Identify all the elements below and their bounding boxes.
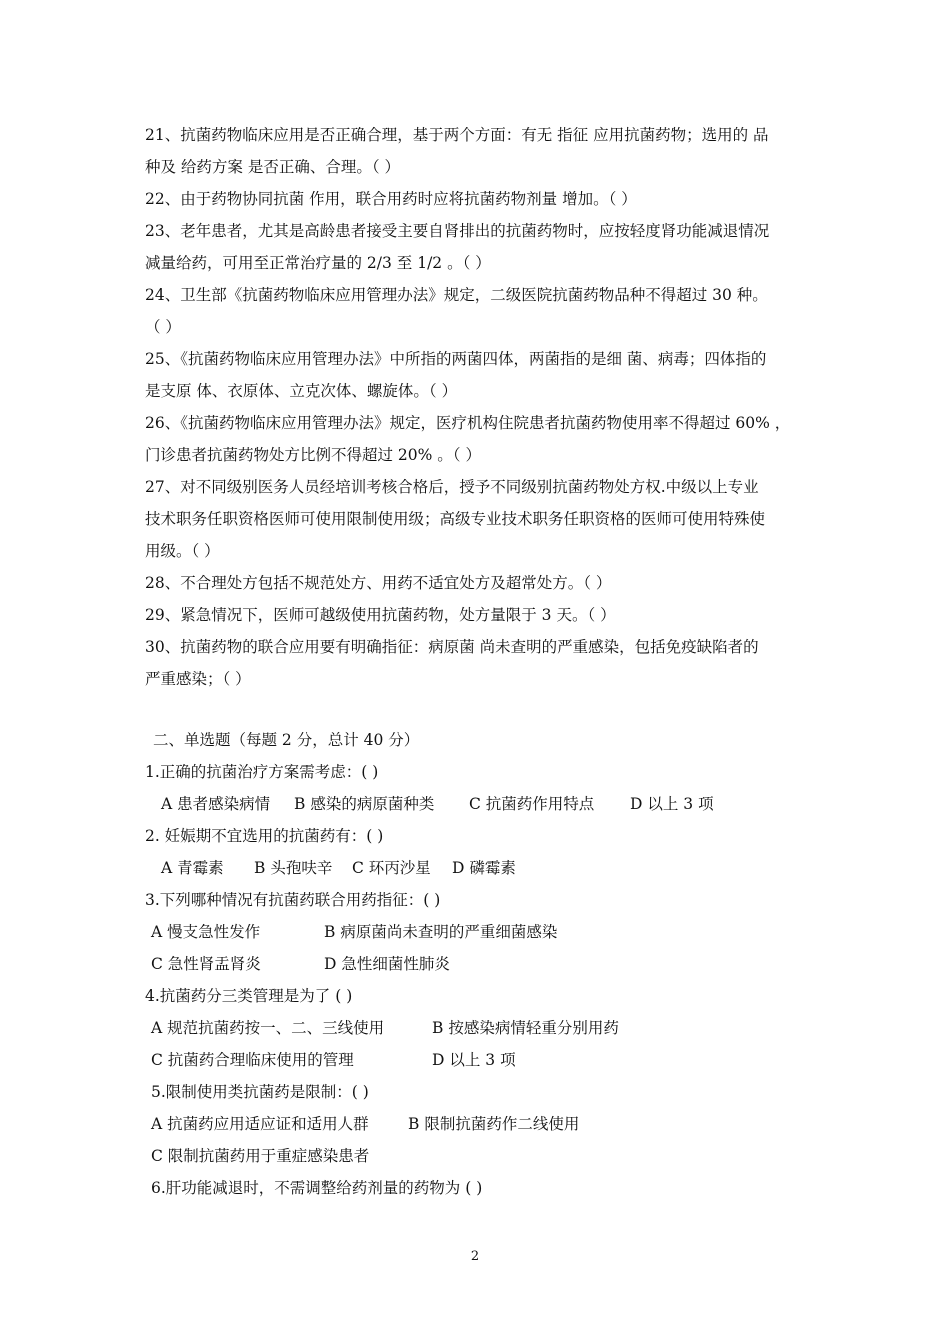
mc-question-1-option-1-3: C 抗菌药作用特点 (469, 795, 595, 813)
mc-question-3-option-1-1: A 慢支急性发作 (151, 923, 261, 941)
mc-question-5-option-2-1: C 限制抗菌药用于重症感染患者 (151, 1147, 370, 1165)
tf-question-25-line-2: 是支原 体、衣原体、立克次体、螺旋体。（ ） (145, 382, 458, 400)
page-number: 2 (470, 1249, 480, 1264)
tf-question-22-line-1: 22、由于药物协同抗菌 作用，联合用药时应将抗菌药物剂量 增加。（ ） (145, 190, 637, 208)
tf-question-23-line-2: 减量给药，可用至正常治疗量的 2/3 至 1/2 。（ ） (145, 254, 491, 272)
tf-question-21-line-2: 种及 给药方案 是否正确、合理。（ ） (145, 158, 401, 176)
tf-question-28-line-1: 28、不合理处方包括不规范处方、用药不适宜处方及超常处方。（ ） (145, 574, 612, 592)
section-heading: 二、单选题（每题 2 分，总计 40 分） (153, 731, 420, 749)
tf-question-24-line-2: （ ） (145, 318, 181, 336)
mc-question-1-option-1-2: B 感染的病原菌种类 (294, 795, 435, 813)
mc-question-5-option-1-1: A 抗菌药应用适应证和适用人群 (151, 1115, 369, 1133)
mc-question-1-option-1-4: D 以上 3 项 (630, 795, 714, 813)
mc-question-5: 5.限制使用类抗菌药是限制：( ) (151, 1083, 369, 1101)
mc-question-4-option-1-2: B 按感染病情轻重分别用药 (432, 1019, 619, 1037)
tf-question-25-line-1: 25、《抗菌药物临床应用管理办法》中所指的两菌四体，两菌指的是细 菌、病毒；四体指的 (145, 350, 767, 368)
tf-question-26-line-2: 门诊患者抗菌药物处方比例不得超过 20% 。（ ） (145, 446, 481, 464)
mc-question-3-option-2-1: C 急性肾盂肾炎 (151, 955, 261, 973)
mc-question-2: 2. 妊娠期不宜选用的抗菌药有：( ) (145, 827, 384, 845)
mc-question-4-option-1-1: A 规范抗菌药按一、二、三线使用 (151, 1019, 385, 1037)
tf-question-21-line-1: 21、抗菌药物临床应用是否正确合理，基于两个方面：有无 指征 应用抗菌药物；选用的 品 (145, 126, 769, 144)
mc-question-1-option-1-1: A 患者感染病情 (161, 795, 271, 813)
tf-question-27-line-1: 27、对不同级别医务人员经培训考核合格后，授予不同级别抗菌药物处方权.中级以上专业 (145, 478, 759, 496)
mc-question-2-option-1-4: D 磷霉素 (452, 859, 516, 877)
mc-question-3: 3.下列哪种情况有抗菌药联合用药指征：( ) (145, 891, 441, 909)
tf-question-24-line-1: 24、卫生部《抗菌药物临床应用管理办法》规定，二级医院抗菌药物品种不得超过 30 种。 (145, 286, 768, 304)
mc-question-2-option-1-1: A 青霉素 (161, 859, 224, 877)
mc-question-2-option-1-2: B 头孢呋辛 (254, 859, 333, 877)
mc-question-1: 1.正确的抗菌治疗方案需考虑：( ) (145, 763, 379, 781)
mc-question-2-option-1-3: C 环丙沙星 (352, 859, 431, 877)
tf-question-30-line-2: 严重感染；（ ） (145, 670, 251, 688)
tf-question-27-line-2: 技术职务任职资格医师可使用限制使用级；高级专业技术职务任职资格的医师可使用特殊使 (145, 510, 766, 528)
tf-question-29-line-1: 29、紧急情况下，医师可越级使用抗菌药物，处方量限于 3 天。（ ） (145, 606, 616, 624)
tf-question-30-line-1: 30、抗菌药物的联合应用要有明确指征：病原菌 尚未查明的严重感染，包括免疫缺陷者的 (145, 638, 759, 656)
mc-question-6: 6.肝功能减退时，不需调整给药剂量的药物为 ( ) (151, 1179, 483, 1197)
tf-question-27-line-3: 用级。（ ） (145, 542, 220, 560)
mc-question-4: 4.抗菌药分三类管理是为了 ( ) (145, 987, 353, 1005)
mc-question-4-option-2-2: D 以上 3 项 (432, 1051, 516, 1069)
mc-question-5-option-1-2: B 限制抗菌药作二线使用 (408, 1115, 580, 1133)
mc-question-3-option-2-2: D 急性细菌性肺炎 (324, 955, 450, 973)
mc-question-3-option-1-2: B 病原菌尚未查明的严重细菌感染 (324, 923, 558, 941)
mc-question-4-option-2-1: C 抗菌药合理临床使用的管理 (151, 1051, 354, 1069)
tf-question-23-line-1: 23、老年患者，尤其是高龄患者接受主要自肾排出的抗菌药物时，应按轻度肾功能减退情况 (145, 222, 770, 240)
tf-question-26-line-1: 26、《抗菌药物临床应用管理办法》规定，医疗机构住院患者抗菌药物使用率不得超过 60% ， (145, 414, 791, 432)
